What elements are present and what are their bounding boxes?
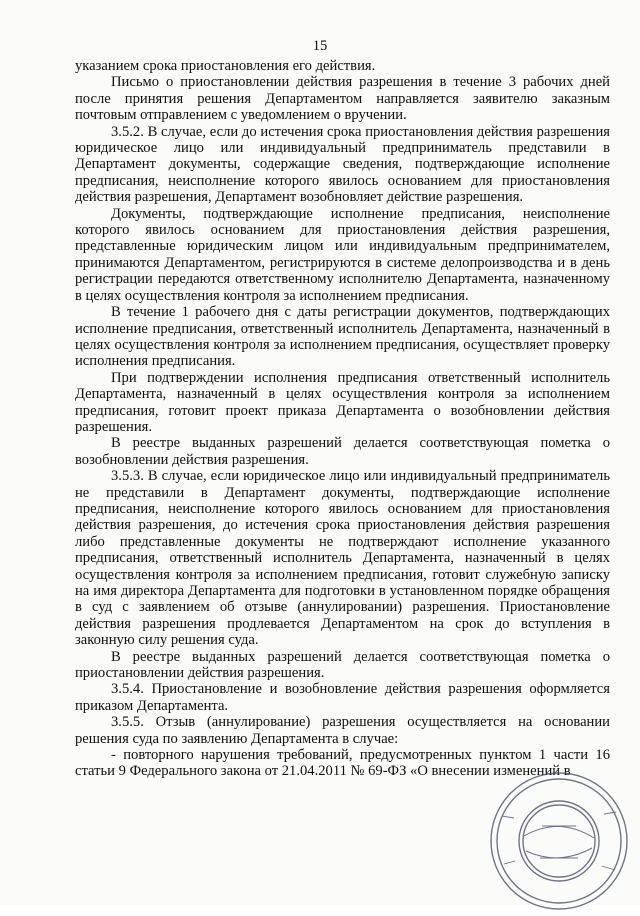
paragraph-3-5-4: 3.5.4. Приостановление и возобновление действия разрешения оформляется приказом Департамента. <box>75 681 610 714</box>
paragraph-continuation: указанием срока приостановления его действия. <box>75 58 376 74</box>
paragraph-3-5-5: 3.5.5. Отзыв (аннулирование) разрешения осуществляется на основании решения суда по заявлению Департамента в случае: <box>75 714 610 747</box>
paragraph-documents: Документы, подтверждающие исполнение предписания, неисполнение которого явилось основанием для приостановления действия разрешения, представленные юридическим лицом или индивидуальным предпринимателем, принимаются Департаментом, регистрируются в системе делопроизводства и в день регистрации передаются ответственному исполнителю Департамента, назначенному в целях осуществления контроля за исполнением предписания. <box>75 205 610 304</box>
paragraph-suspension-letter: Письмо о приостановлении действия разрешения в течение 3 рабочих дней после принятия решения Департаментом направляется заявителю заказным почтовым отправлением с уведомлением о вручении. <box>75 74 610 124</box>
paragraph-confirmation: При подтверждении исполнения предписания ответственный исполнитель Департамента, назначенный в целях осуществления контроля за исполнением предписания, готовит проект приказа Департамента о возобновлении действия разрешения. <box>75 369 610 435</box>
paragraph-3-5-3: 3.5.3. В случае, если юридическое лицо или индивидуальный предприниматель не представили в Департамент документы, подтверждающие исполнение предписания, неисполнение которого явилось основанием для приостановления действия разрешения, до истечения срока приостановления действия разрешения либо представленные документы не подтверждают исполнение указанного предписания, ответственный исполнитель Департамента, назначенный в целях осуществления контроля за исполнением предписания, готовит служебную записку на имя директора Департамента для подготовки в установленном порядке обращения в суд с заявлением об отзыве (аннулировании) разрешения. Приостановление действия разрешения продлевается Департаментом на срок до вступления в законную силу решения суда. <box>75 468 610 649</box>
page-number: 15 <box>312 38 328 54</box>
paragraph-registry-suspend: В реестре выданных разрешений делается соответствующая пометка о приостановлении действия разрешения. <box>75 648 610 682</box>
paragraph-registry-resume: В реестре выданных разрешений делается соответствующая пометка о возобновлении действия разрешения. <box>75 435 610 468</box>
official-seal-stamp <box>484 766 634 916</box>
paragraph-3-5-2: 3.5.2. В случае, если до истечения срока приостановления действия разрешения юридическое лицо или индивидуальный предприниматель представили в Департамент документы, содержащие сведения, подтверждающие исполнение предписания, неисполнение которого явилось основанием для приостановления действия разрешения, Департамент возобновляет действие разрешения. <box>75 123 610 206</box>
paragraph-verification: В течение 1 рабочего дня с даты регистрации документов, подтверждающих исполнение предписания, ответственный исполнитель Департамента, назначенный в целях осуществления контроля за исполнением предписания, осуществляет проверку исполнения предписания. <box>75 304 610 370</box>
paragraph-list-item: - повторного нарушения требований, предусмотренных пунктом 1 части 16 статьи 9 Федерального закона от 21.04.2011 № 69-ФЗ «О внесении изменений в <box>75 747 610 780</box>
document-body <box>75 58 610 780</box>
